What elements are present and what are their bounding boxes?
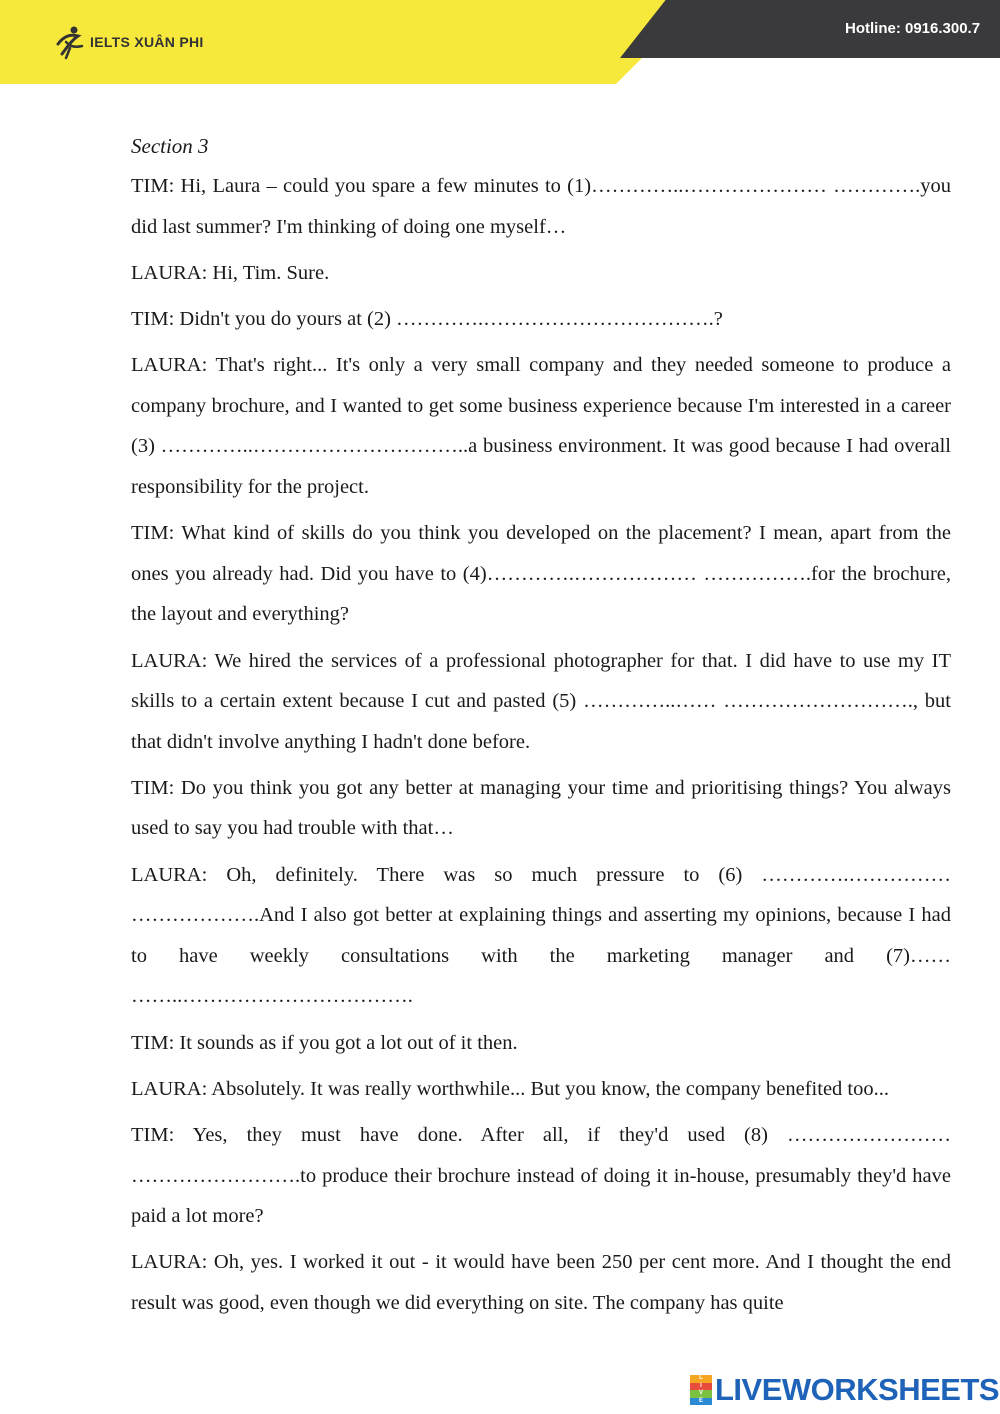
dialogue-paragraph: LAURA: Hi, Tim. Sure. [131,261,330,284]
dialogue-paragraph: TIM: What kind of skills do you think you developed on the placement? I mean, apart from the ones you already had. Did you have to (4)………….……………… …………….for the brochure, the layout and everything? [131,522,951,626]
dialogue-paragraph: LAURA: Oh, definitely. There was so much pressure to (6) ………….…………… ……………….And I also got better at explaining things and asserting my opinions, because I had to have weekly consultations with the marketing manager and (7)…… ……..……………………………. [131,863,951,1008]
dialogue-paragraph: LAURA: We hired the services of a professional photographer for that. I did have to use my IT skills to a certain extent because I cut and pasted (5) …………..…… ………………………., but that didn't involve anything I hadn't done before. [131,649,951,753]
hotline-text: Hotline: 0916.300.7 [845,20,981,37]
logo-text: IELTS XUÂN PHI [90,34,204,50]
liveworksheets-watermark [690,1372,999,1408]
dialogue-paragraph: TIM: Didn't you do yours at (2) ………….…………………………….? [131,307,723,330]
runner-logo-icon [52,24,88,60]
badge-letter: I [690,1383,712,1391]
brand-logo [52,24,204,60]
dialogue-paragraph: LAURA: Absolutely. It was really worthwhile... But you know, the company benefited too... [131,1077,889,1100]
badge-letter: L [690,1375,712,1383]
badge-letter: V [690,1390,712,1398]
document-body [131,128,951,1329]
dialogue-paragraph: TIM: Do you think you got any better at managing your time and prioritising things? You always used to say you had trouble with that… [131,776,951,840]
badge-letter: E [690,1398,712,1406]
dialogue-paragraph: TIM: Hi, Laura – could you spare a few minutes to (1)…………..………………… ………….you did last summer? I'm thinking of doing one myself… [131,175,951,238]
section-title: Section 3 [131,134,209,158]
dialogue-paragraph: LAURA: Oh, yes. I worked it out - it would have been 250 per cent more. And I thought the end result was good, even though we did everything on site. The company has quite [131,1251,951,1314]
liveworksheets-badge-icon [690,1375,712,1405]
dialogue-paragraph: LAURA: That's right... It's only a very small company and they needed someone to produce a company brochure, and I wanted to get some business experience because I'm interested in a career (3) …………..…………………………..a business environment. It was good because I had overall responsibility for the project. [131,354,951,498]
liveworksheets-brand: LIVEWORKSHEETS [715,1372,1000,1407]
dialogue-paragraph: TIM: Yes, they must have done. After all, if they'd used (8) …………………… …………………….to produce their brochure instead of doing it in-house, presumably they'd have paid a lot more? [131,1124,951,1228]
page-header [0,0,1000,84]
dialogue-paragraph: TIM: It sounds as if you got a lot out of it then. [131,1031,518,1054]
